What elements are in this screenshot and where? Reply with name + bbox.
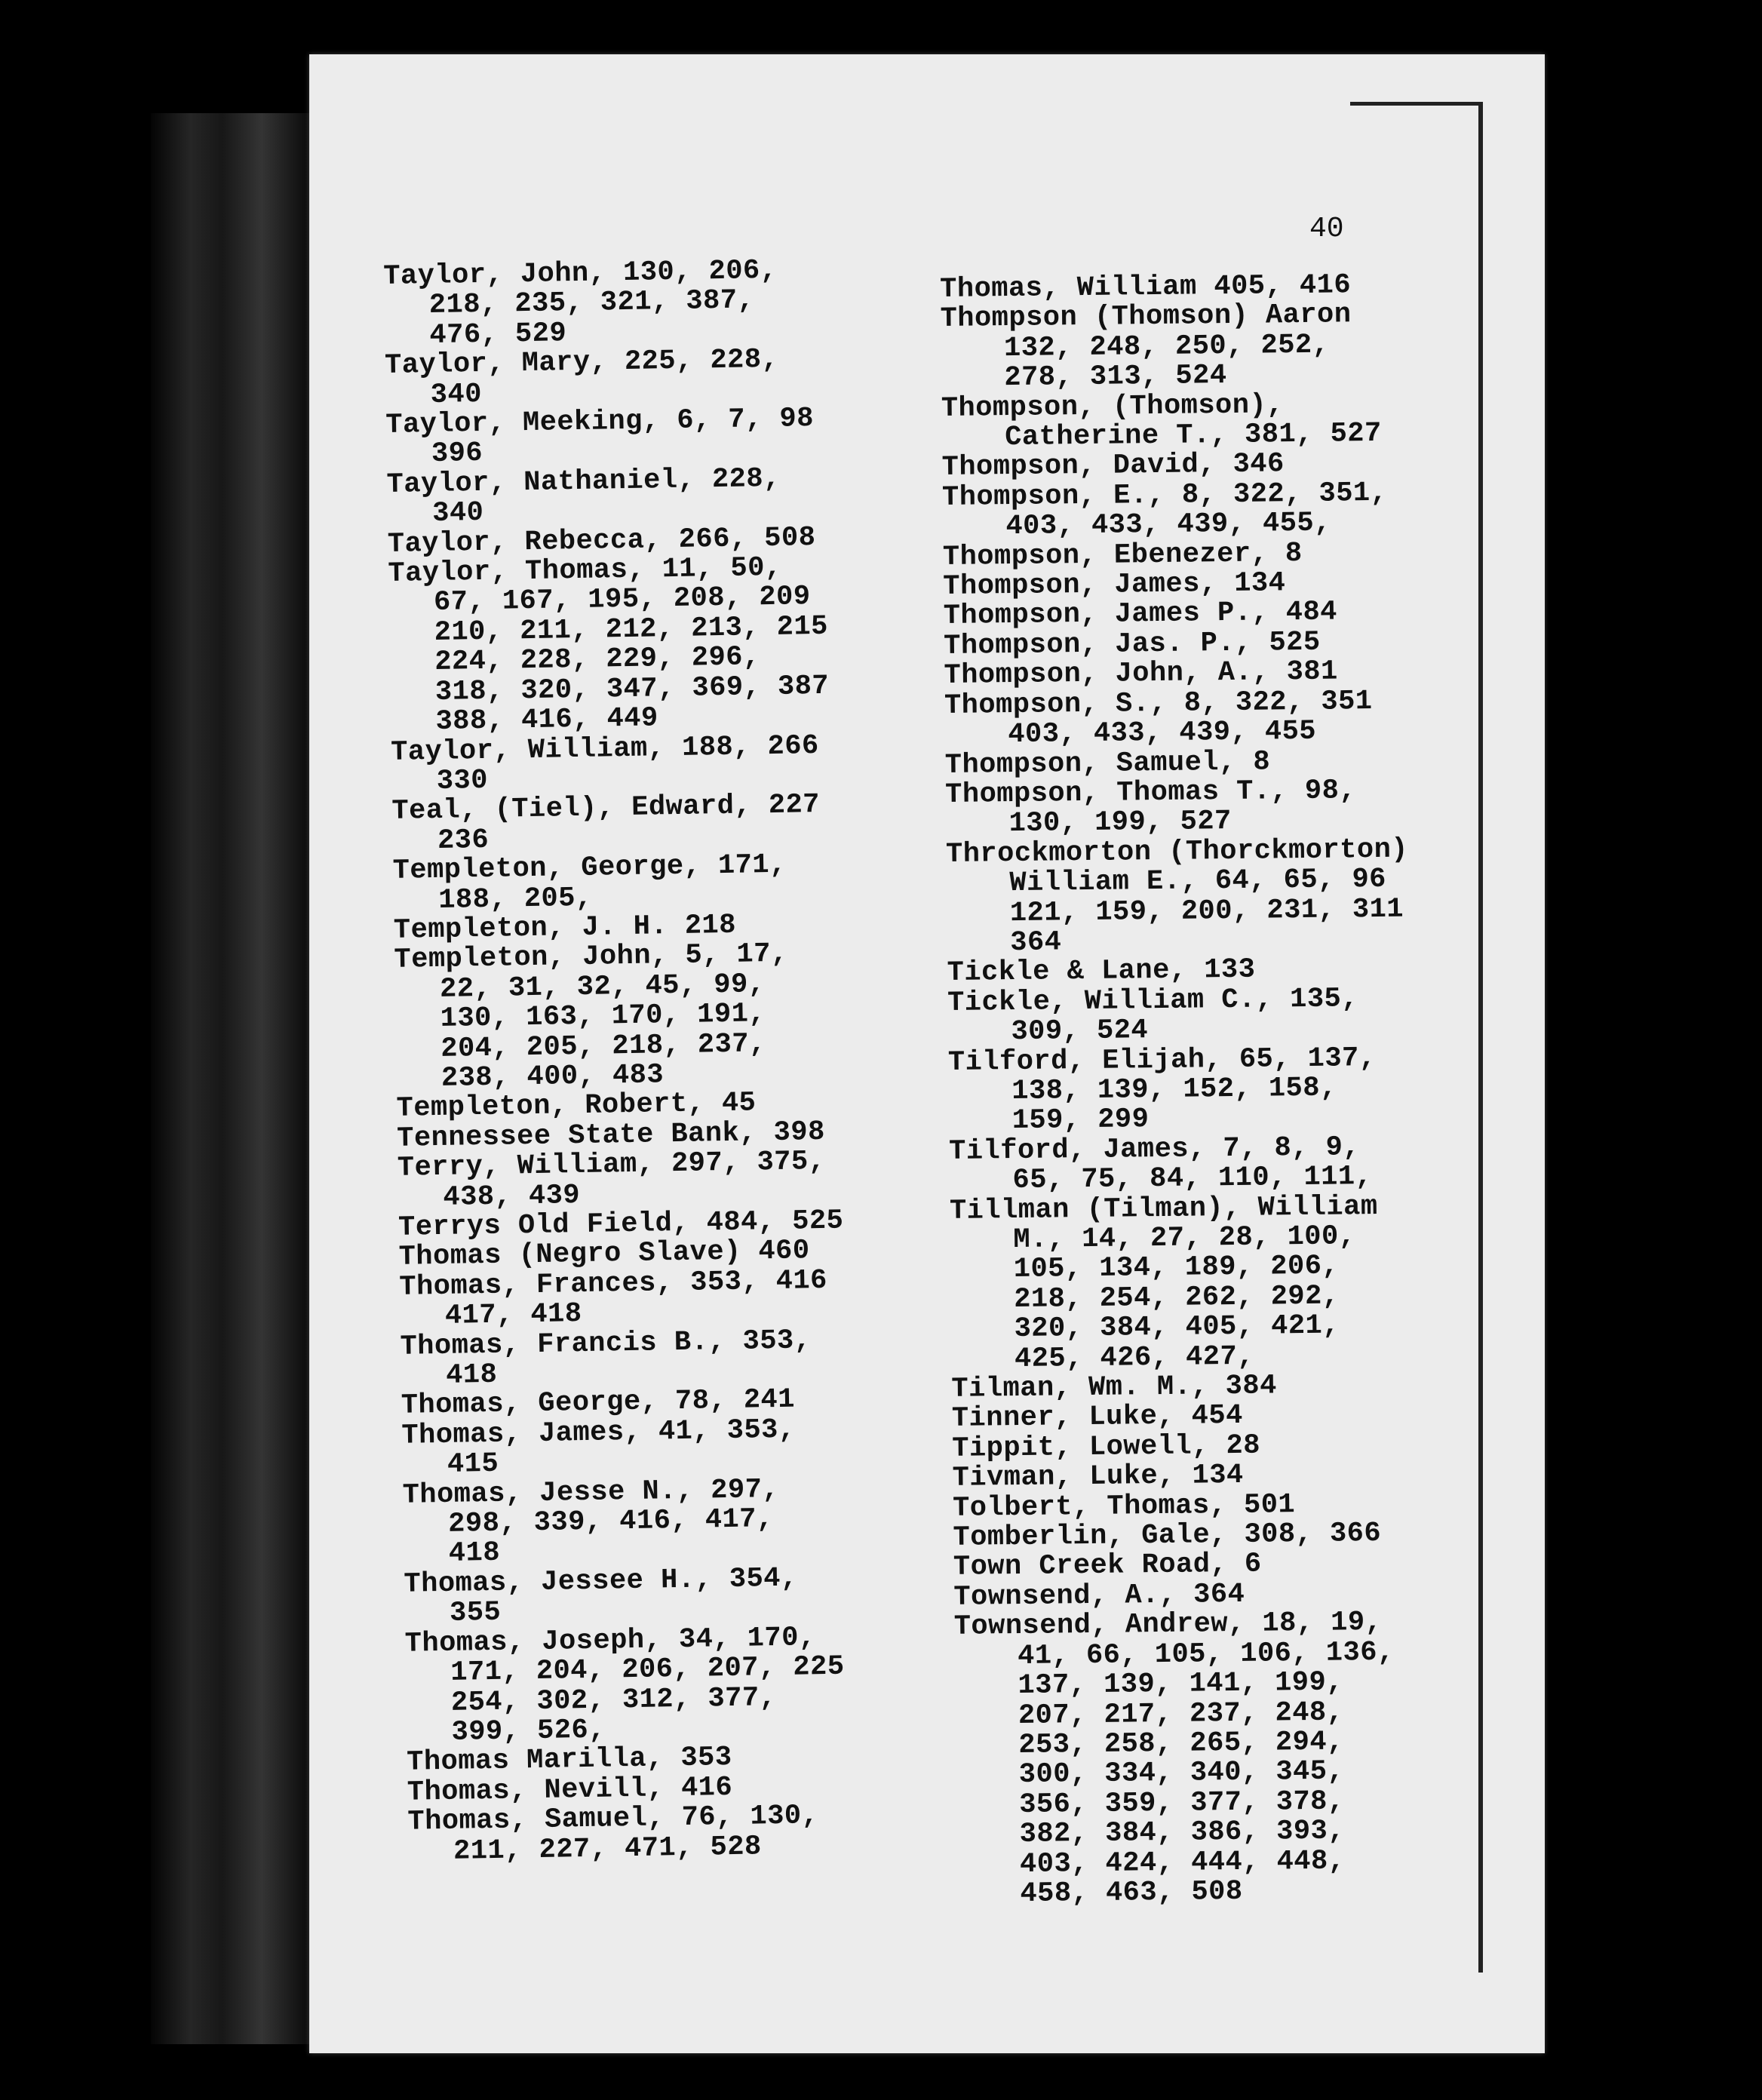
index-entry-continuation: 159, 299 <box>1011 1104 1150 1138</box>
index-entry-heading: Taylor, Rebecca, 266, 508 <box>387 521 816 560</box>
index-entry-heading: Thomas, Nevill, 416 <box>407 1771 733 1809</box>
index-entry <box>391 791 837 857</box>
index-entry-continuation: 399, 526, <box>451 1714 606 1748</box>
index-entry-heading: Townsend, Andrew, 18, 19, <box>953 1607 1383 1644</box>
page-number: 40 <box>1309 213 1344 245</box>
index-entry-continuation: 171, 204, 206, 207, 225 <box>450 1650 845 1689</box>
index-entry-heading: Thompson, Ebenezer, 8 <box>942 537 1303 573</box>
index-entry-continuation: 458, 463, 508 <box>1020 1875 1243 1910</box>
index-entry-heading: Tippit, Lowell, 28 <box>952 1429 1261 1465</box>
index-entry-heading: Teal, (Tiel), Edward, 227 <box>391 789 821 828</box>
index-entry-heading: Tickle & Lane, 133 <box>947 954 1256 990</box>
index-entry-continuation: 22, 31, 32, 45, 99, <box>439 968 766 1005</box>
index-entry-heading: Thompson, John, A., 381 <box>944 655 1338 692</box>
index-entry <box>943 538 1426 573</box>
index-entry-continuation: 41, 66, 105, 106, 136, <box>1017 1636 1395 1672</box>
index-entry <box>404 1563 849 1629</box>
index-entry <box>941 389 1425 454</box>
index-entry-continuation: 132, 248, 250, 252, <box>1003 329 1330 364</box>
index-entry-continuation: 355 <box>449 1597 502 1630</box>
index-entry-heading: Throckmorton (Thorckmorton) <box>945 834 1409 870</box>
index-entry-continuation: 356, 359, 377, 378, <box>1019 1785 1345 1821</box>
index-entry-continuation: 340 <box>430 378 483 411</box>
book-binding-edge <box>151 113 309 2044</box>
index-entry-continuation: 425, 426, 427, <box>1014 1340 1255 1375</box>
index-entry-continuation: 300, 334, 340, 345, <box>1018 1755 1345 1791</box>
index-entry-heading: Tolbert, Thomas, 501 <box>952 1488 1296 1524</box>
index-entry-heading: Thompson, Thomas T., 98, <box>944 775 1357 811</box>
index-entry <box>951 1370 1434 1405</box>
index-entry <box>386 464 832 530</box>
index-entry-continuation: 278, 313, 524 <box>1004 360 1227 395</box>
index-entry <box>385 404 831 471</box>
index-entry <box>949 1132 1432 1197</box>
index-entry <box>398 1147 843 1214</box>
index-entry-continuation: 364 <box>1010 926 1062 959</box>
index-entry-continuation: 403, 424, 444, 448, <box>1019 1845 1346 1880</box>
index-entry-continuation: 65, 75, 84, 110, 111, <box>1012 1161 1373 1197</box>
index-entry-heading: Thompson, Samuel, 8 <box>944 745 1271 781</box>
index-entry-heading: Thomas, Samuel, 76, 130, <box>407 1800 819 1838</box>
index-entry-heading: Tilford, Elijah, 65, 137, <box>947 1042 1377 1079</box>
index-entry-continuation: 396 <box>431 438 483 471</box>
index-entry-continuation: Catherine T., 381, 527 <box>1005 417 1382 454</box>
index-entry-continuation: 476, 529 <box>429 318 567 352</box>
index-entry <box>401 1414 847 1481</box>
index-entry <box>383 256 830 352</box>
index-entry <box>385 345 830 411</box>
index-entry-heading: Terry, William, 297, 375, <box>397 1146 826 1185</box>
index-entry <box>953 1459 1435 1494</box>
index-entry-heading: Thompson, S., 8, 322, 351 <box>944 685 1373 722</box>
index-entry-heading: Tinner, Luke, 454 <box>951 1400 1244 1435</box>
index-entry-heading: Templeton, J. H. 218 <box>393 909 737 947</box>
index-entry-heading: Town Creek Road, 6 <box>953 1549 1262 1584</box>
index-entry <box>942 478 1426 543</box>
index-entry <box>952 1400 1435 1435</box>
index-entry-heading: Tickle, William C., 135, <box>947 982 1359 1019</box>
index-entry-heading: Taylor, Meeking, 6, 7, 98 <box>385 403 815 442</box>
index-entry-heading: Thompson (Thomson) Aaron <box>940 299 1352 336</box>
index-entry <box>946 835 1430 959</box>
index-entry <box>954 1607 1440 1910</box>
index-entry-heading: Thomas, Jesse N., 297, <box>402 1473 780 1512</box>
index-entry-continuation: 417, 418 <box>444 1298 582 1333</box>
index-entry-heading: Thompson, James P., 484 <box>943 596 1338 633</box>
index-entry-continuation: 67, 167, 195, 208, 209 <box>433 581 811 619</box>
index-entry-heading: Thompson, (Thomson), <box>941 388 1285 425</box>
index-entry-continuation: 218, 235, 321, 387, <box>428 284 755 322</box>
index-entry-continuation: 238, 400, 483 <box>440 1059 665 1095</box>
index-entry-continuation: 218, 254, 262, 292, <box>1014 1280 1340 1316</box>
index-entry-continuation: 253, 258, 265, 294, <box>1018 1726 1344 1761</box>
index-entry-heading: Thompson, David, 346 <box>941 448 1285 484</box>
index-entry-heading: Templeton, Robert, 45 <box>396 1087 757 1125</box>
index-entry-continuation: 382, 384, 386, 393, <box>1019 1815 1346 1851</box>
index-entry-heading: Thomas Marilla, 353 <box>406 1742 732 1779</box>
index-entry <box>947 984 1431 1048</box>
index-entry-heading: Thomas, William 405, 416 <box>939 269 1352 305</box>
index-entry-continuation: 121, 159, 200, 231, 311 <box>1009 893 1404 929</box>
index-entry <box>394 939 841 1095</box>
index-entry <box>407 1801 853 1868</box>
index-column-left <box>383 256 853 1868</box>
index-entry-heading: Thomas (Negro Slave) 460 <box>398 1235 810 1274</box>
index-entry-continuation: 418 <box>445 1359 498 1392</box>
index-entry-continuation: 309, 524 <box>1011 1015 1149 1048</box>
index-entry-continuation: 415 <box>447 1448 499 1481</box>
index-entry <box>944 597 1426 632</box>
index-column-right <box>940 270 1440 1910</box>
index-entry-continuation: 438, 439 <box>443 1179 581 1214</box>
index-entry <box>399 1266 845 1332</box>
index-entry-continuation: 105, 134, 189, 206, <box>1013 1250 1340 1286</box>
index-entry-heading: Thompson, Jas. P., 525 <box>943 626 1321 662</box>
index-entry <box>400 1325 846 1392</box>
index-entry-heading: Templeton, John, 5, 17, <box>394 938 788 977</box>
index-entry-continuation: 403, 433, 439, 455, <box>1005 507 1332 543</box>
index-entry-heading: Thomas, George, 78, 241 <box>401 1384 796 1423</box>
index-entry-heading: Taylor, Nathaniel, 228, <box>386 462 781 501</box>
index-entry <box>948 1043 1432 1138</box>
index-entry <box>950 1192 1434 1375</box>
index-entry <box>944 627 1426 662</box>
index-entry-heading: Thompson, E., 8, 322, 351, <box>941 477 1388 514</box>
index-entry-continuation: 138, 139, 152, 158, <box>1011 1072 1337 1108</box>
index-entry-continuation: 130, 163, 170, 191, <box>440 998 766 1036</box>
index-entry-heading: Tennessee State Bank, 398 <box>396 1116 826 1155</box>
index-entry <box>944 686 1428 751</box>
index-entry-heading: Tomberlin, Gale, 308, 366 <box>953 1518 1382 1554</box>
index-entry-heading: Tilford, James, 7, 8, 9, <box>948 1131 1361 1168</box>
index-entry-heading: Thomas, Joseph, 34, 170, <box>404 1621 816 1660</box>
index-entry-continuation: 330 <box>436 764 489 797</box>
index-entry-heading: Thomas, Jessee H., 354, <box>404 1562 798 1601</box>
index-entry <box>952 1429 1435 1464</box>
index-entry-continuation: 298, 339, 416, 417, <box>447 1503 774 1540</box>
index-entry-heading: Terrys Old Field, 484, 525 <box>398 1205 844 1244</box>
index-entry-heading: Thomas, Francis B., 353, <box>400 1324 812 1363</box>
index-entry-continuation: 418 <box>448 1537 501 1570</box>
index-entry-continuation: M., 14, 27, 28, 100, <box>1013 1220 1356 1257</box>
index-entry <box>953 1518 1435 1553</box>
index-entry-heading: Tilman, Wm. M., 384 <box>951 1370 1278 1405</box>
index-entry-heading: Tivman, Luke, 134 <box>952 1460 1244 1495</box>
index-entry-continuation: 207, 217, 237, 248, <box>1018 1696 1344 1732</box>
index-entry-continuation: 224, 228, 229, 296, <box>434 641 760 679</box>
index-entry <box>945 775 1429 840</box>
page-border-right <box>1478 102 1483 1973</box>
index-entry <box>943 567 1426 602</box>
index-entry-heading: Taylor, William, 188, 266 <box>390 729 820 769</box>
index-entry <box>940 300 1423 395</box>
index-entry-continuation: 388, 416, 449 <box>435 702 659 738</box>
index-entry-heading: Taylor, John, 130, 206, <box>382 254 778 293</box>
index-entry-heading: Tillman (Tilman), William <box>949 1190 1378 1227</box>
index-entry-heading: Thompson, James, 134 <box>943 567 1286 603</box>
index-entry-continuation: 254, 302, 312, 377, <box>450 1681 777 1719</box>
index-entry <box>391 731 836 797</box>
index-entry <box>404 1623 851 1748</box>
index-entry-heading: Thomas, Frances, 353, 416 <box>399 1264 828 1303</box>
index-entry-continuation: William E., 64, 65, 96 <box>1009 863 1387 900</box>
index-entry-heading: Taylor, Mary, 225, 228, <box>384 344 779 382</box>
index-entry-continuation: 320, 384, 405, 421, <box>1014 1309 1340 1346</box>
index-entry <box>953 1549 1436 1583</box>
index-entry-continuation: 137, 139, 141, 199, <box>1018 1666 1344 1702</box>
index-entry <box>402 1474 849 1570</box>
index-entry-continuation: 130, 199, 527 <box>1008 806 1232 840</box>
index-entry-continuation: 236 <box>437 824 490 857</box>
page-border-top <box>1350 102 1483 106</box>
index-entry-heading: Townsend, A., 364 <box>953 1578 1245 1613</box>
index-entry-continuation: 210, 211, 212, 213, 215 <box>434 610 829 649</box>
index-entry-continuation: 211, 227, 471, 528 <box>453 1830 763 1868</box>
index-entry-heading: Thomas, James, 41, 353, <box>401 1414 796 1452</box>
index-entry-continuation: 340 <box>431 497 484 530</box>
index-entry-continuation: 204, 205, 218, 237, <box>440 1027 767 1065</box>
index-entry-continuation: 403, 433, 439, 455 <box>1008 715 1317 751</box>
index-entry-continuation: 318, 320, 347, 369, 387 <box>434 670 830 708</box>
index-entry-heading: Taylor, Thomas, 11, 50, <box>388 551 782 591</box>
index-entry <box>388 553 836 738</box>
index-entry <box>392 850 838 916</box>
index-entry-heading: Templeton, George, 171, <box>392 849 787 888</box>
index-entry-continuation: 188, 205, <box>437 882 593 916</box>
